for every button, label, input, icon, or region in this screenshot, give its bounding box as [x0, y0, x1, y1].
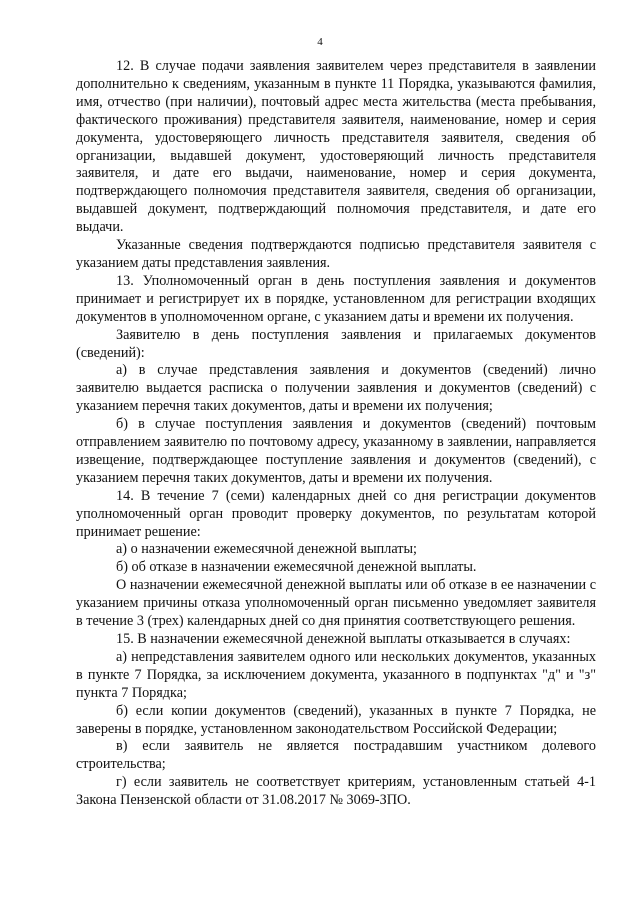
paragraph-14-notice: О назначении ежемесячной денежной выплаты или об отказе в ее назначении с указанием причины отказа уполномоченный орган письменно уведомляет заявителя в течение 3 (трех) календарных дней со дня принятия соответствующего решения.	[76, 577, 596, 630]
paragraph-14-a: а) о назначении ежемесячной денежной выплаты;	[116, 541, 417, 558]
paragraph-13: 13. Уполномоченный орган в день поступления заявления и документов принимает и регистрирует их в порядке, установленном для регистрации входящих документов в уполномоченном органе, с указанием даты и времени их получения.	[76, 272, 596, 325]
paragraph-15: 15. В назначении ежемесячной денежной выплаты отказывается в случаях:	[116, 631, 571, 647]
paragraph-13-applicant: Заявителю в день поступления заявления и прилагаемых документов (сведений):	[76, 326, 596, 361]
paragraph-13-b: б) в случае поступления заявления и документов (сведений) почтовым отправлением заявителю по почтовому адресу, указанному в заявлении, направляется извещение, подтверждающее поступление заявления и документов (сведений), с указанием перечня таких документов, даты и времени их получения.	[76, 416, 596, 486]
paragraph-13-a: а) в случае представления заявления и документов (сведений) лично заявителю выдается расписка о получении заявления и документов (сведений) с указанием перечня таких документов, даты и времени их получения;	[76, 362, 596, 415]
paragraph-15-v: в) если заявитель не является пострадавшим участником долевого строительства;	[76, 738, 596, 773]
paragraph-14-b: б) об отказе в назначении ежемесячной денежной выплаты.	[116, 559, 477, 576]
paragraph-15-b: б) если копии документов (сведений), указанных в пункте 7 Порядка, не заверены в порядке, установленном законодательством Российской Федерации;	[76, 702, 596, 737]
paragraph-12-confirmation: Указанные сведения подтверждаются подписью представителя заявителя с указанием даты представления заявления.	[76, 237, 596, 271]
paragraph-12: 12. В случае подачи заявления заявителем через представителя в заявлении дополнительно к сведениям, указанным в пункте 11 Порядка, указываются фамилия, имя, отчество (при наличии), почтовый адрес места жительства (места пребывания, фактического проживания) представителя заявителя, наименование, номер и серия документа, удостоверяющего личность представителя заявителя, сведения об организации, выдавшей документ, удостоверяющий личность представителя заявителя, и дате его выдачи, наименование, номер и серия документа, подтверждающего полномочия представителя заявителя, сведения об организации, выдавшей документ, подтверждающий полномочия представителя, и дате его выдачи.	[76, 58, 596, 236]
page-number: 4	[317, 36, 323, 48]
paragraph-14: 14. В течение 7 (семи) календарных дней со дня регистрации документов уполномоченный орган проводит проверку документов, по результатам которой принимает решение:	[76, 487, 596, 540]
paragraph-15-g: г) если заявитель не соответствует критериям, установленным статьей 4-1 Закона Пензенской области от 31.08.2017 № 3069-ЗПО.	[76, 774, 596, 809]
document-body	[76, 58, 596, 810]
paragraph-15-a: а) непредставления заявителем одного или нескольких документов, указанных в пункте 7 Порядка, за исключением документа, указанного в подпунктах "д" и "з" пункта 7 Порядка;	[76, 648, 596, 701]
